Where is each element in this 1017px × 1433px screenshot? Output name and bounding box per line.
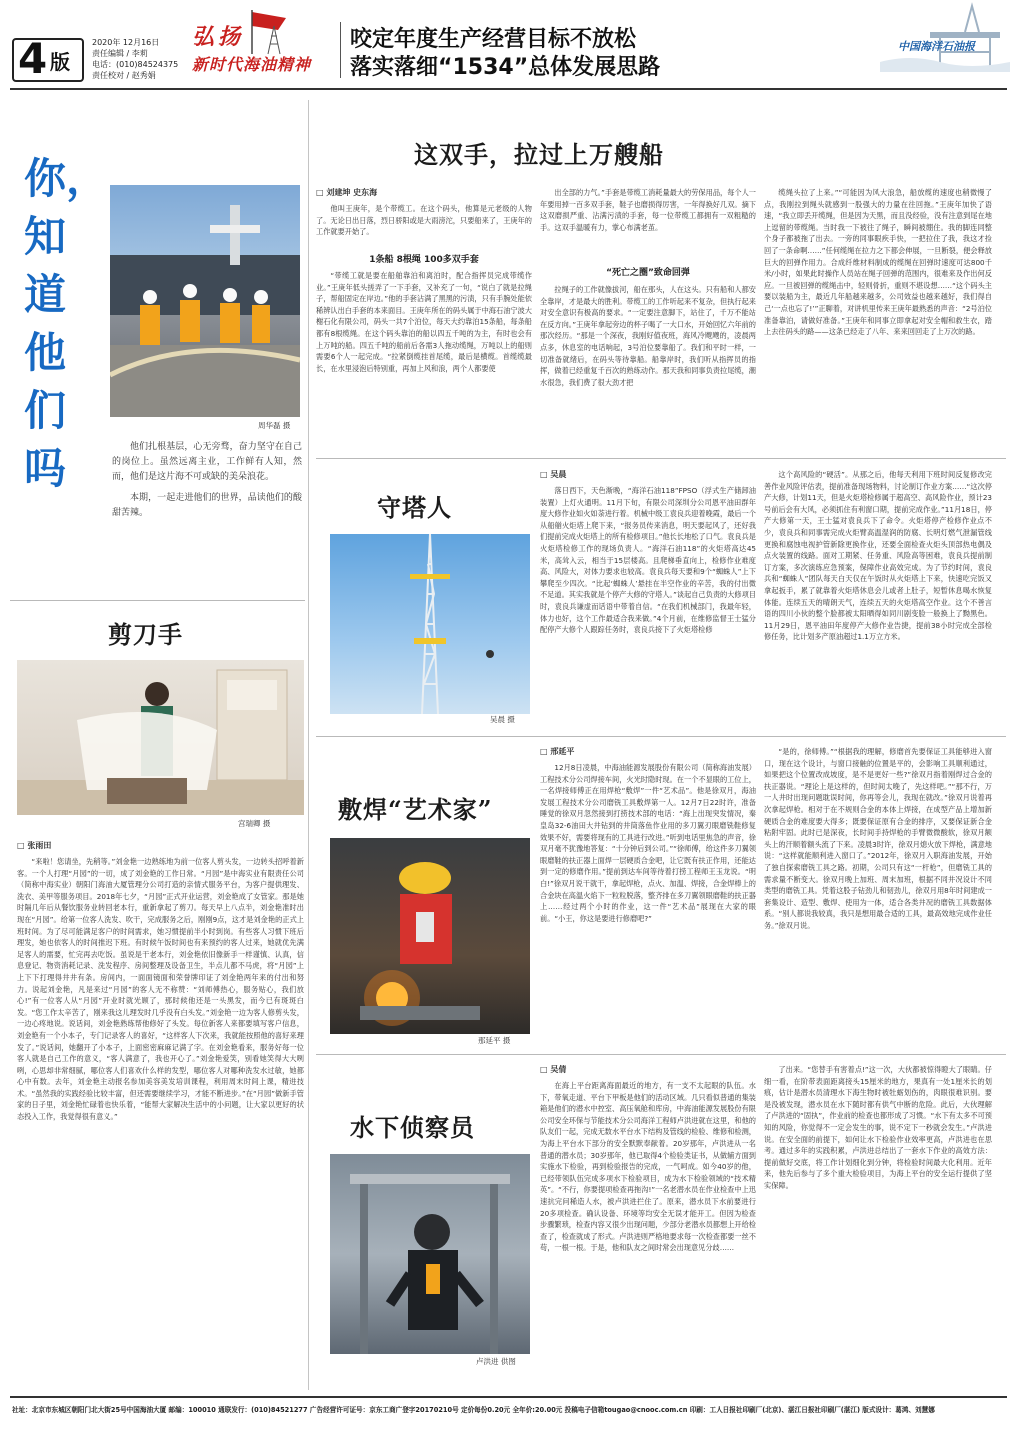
diver-col1: 在海上平台距离海面最近的地方，有一支不太起眼的队伍。水下，带氧走道、平台下甲板是他们的活动区域。几只看似普通的集装箱是他们的潜水中控室、高压氧舱和库房，中海油能源发展股份有限公司安全环保与节能技术分公司海洋工程师卢洪进就在这里，和他的队友们一起，完成无数水平台水下结构及管线的检验、维修和检测，为海上平台水下部分的安全默默奉献着。20岁那年，卢洪进从一名普通的潜水员；30岁那年，他已取得4个检验类证书，从做辅方面到实施水下检验，再到检验报告的完成，一气呵成。如今40岁的他，已经带领队伍完成多项水下检验项目，成为水下检验领域的“技术精英”。“不行，你要提项检查再拖沟!”一名老潜水员在作业检查中上迅速抗完问稀造人水，被卢洪进拦住了。原来，潜水员下水前要进行20多项检查。确认设备、环境等均安全无误才能开工。但因为检查步骤繁琐，检查内容又很少出现问题，少部分老潜水员都想上开给检查了，检查就成了形式。卢洪进则严格地要求每一次检查都要一丝不苟，一根一根。于是，他和队友之间时常会出现意见分歧……	[540, 1081, 756, 1253]
weld-col2: “是的，徐师傅。”“根据我的理解，修磨首先要保证工具能够进入窗口，现在这个设计，与窗口接触的位置是平的，会影响工具顺利通过，如果把这个位置改成坡度，是不是更好一些?”徐双月指着刚焊过合金的扶正器说。“理论上是这样的，但时间太晚了，先这样吧。”“那不行，万一人井时出现问题耽误时间，你再等会儿，我现在就改。”徐双月说着再次拿起焊枪。相对于在不规则合金的本体上焊接，在成型产品上增加新硬质合金的难度要大得多；既要保证原有合金的排序，又要保证新合金粘附牢固。此时已是深夜，长时间手持焊枪的手臂微微酸软，徐双月额头上的汗顺着额头流了下来。凌晨3时许，徐双月熄火放下焊枪，满意地说：“这样就能顺利进入窗口了。”2012年，徐双月入职海油发展，开始了独自探索磨铣工具之路。初期，公司只有这“一杆枪”，但磨铣工具的需求量不断变大。徐双月晚上加班、周末加班，根据不同井况设计不同类型的磨铣工具。凭着这股子钻劲儿和韧劲儿，徐双月用8年时间建成一套集设计、造型、敷焊、使用为一体，适合各类井况的磨铣工具数据体系。“别人都说我较真，我只是想用最合适的工具，最高效地完成作业任务。”徐双月说。	[764, 747, 992, 930]
barber-photo-credit: 宫瑞卿 摄	[238, 819, 271, 828]
page-unit: 版	[50, 50, 70, 74]
diver-story-title: 水下侦察员	[350, 1113, 475, 1142]
divider-left	[10, 600, 305, 601]
masthead-logo: 中国海洋石油报	[898, 40, 975, 53]
divider-ship	[316, 458, 1006, 459]
barber-photo	[17, 660, 304, 815]
divider-tower	[316, 736, 1006, 737]
tower-col1: 落日西下，天色渐晚，“海洋石油118”FPSO（浮式生产储卸油装置）上灯火通明。11月下旬，有限公司深圳分公司恩平油田群年度大修作业如火如荼进行着。机械中级工袁良兵迎着晚霞，最后一个从船艏火炬塔上爬下来，“报务员传来消息，明天要起风了，还好我们提前完成火炬塔上的所有检修项目。”他长长地松了口气。袁良兵是火炬塔检修工作的现场负责人。“海洋石油118”的火炬塔高达45米，高耸入云，相当于15层楼高。且爬梯垂直向上，检修作业难度高、风险大，对体力要求也较高。袁良兵每天要和9个“蜘蛛人”上下攀爬至少四次。“比起‘蜘蛛人’悬挂在半空作业的辛苦，我的付出微不足道。其实我就是个停产大修的守塔人。”谈起自己负责的大修项目时，袁良兵谦虚而话语中带着自信。“在我们机械部门，我最年轻，体力也好，这个工作最适合我来做。”4个月前，在维修监督王士猛分配停产大修个人跟踪任务时，袁良兵接下了火炬塔检修	[540, 486, 756, 635]
issue-date: 2020年 12月16日	[92, 38, 160, 47]
flare-tower-photo	[330, 534, 530, 714]
scissors-body: “来啦！您请坐，先稍等。”刘金艳一边熟练地为前一位客人剪头发，一边转头招呼着新客。一个人打理“月园”的一切，成了刘金艳的工作日常。“月园”是中海实业有限责任公司（简称中海实业）朝阳门海油大厦管理分公司打造的亲情式服务平台，为客户提供理发、洗衣、美甲等服务项目。2018年七夕，“月园”正式开业运营，刘金艳成了女管家。那是她时隔几年后从餐饮服务业转回老本行，重新拿起了剪刀。每天早上八点半，刘金艳准时出现在“月园”。给第一位客人洗发、吹干，完成服务之后，刚刚9点，这才是刘金艳的正式上班时间。为了尽可能满足客户的时间需求，她习惯提前半小时到岗。有些客人习惯下班后理发，她也依客人的时间推迟下班。有时候午饭时间也有来预约的客人过来，她就优先满足客人的需要，忙完再去吃饭。虽说是干老本行，刘金艳依旧像新手一样谨慎、认真，信息登记、物资消耗记录、洗发程序、房间整理及设备卫生，半点儿都不马虎，将“月园”上上下下打理得井井有条。房间内，一面面镜面和荣誉牌印证了刘金艳两年来的付出和努力。说起刘金艳，凡是来过“月园”的客人无不称赞：“刘师傅热心，服务贴心，我们放心!”有一位客人从“月园”开业时就光顾了，那时候他还是一头黑发，而今已有斑斑白发。“您工作太辛苦了，刚来我这儿理发时几乎没有白头发。”刘金艳一边为客人修剪头发，一边心疼地说。说话间，刘金艳熟练帮他修好了头发。每位新客人来都要填写客户信息，刘金艳有一个小本子，专门记录客人的喜好，“这样客人下次来，我就能按照他的喜好来理发了。”说话间，她翻开了小本子，上面密密麻麻记满了字。在刘金艳看来，服务好每一位客人就是自己工作的意义，“客人满意了，我也开心了。”刘金艳爱笑，别看她笑得大大咧咧，心思却非常细腻，哪位客人们喜欢什么样的发型，哪位客人对哪种洗发水过敏，她都心中有数。去年，刘金艳主动报名参加美容美发培训课程，利用周末时间上课，精进技术。“虽然我的实践经验比较丰富，但还需要继续学习，才能不断进步。”在“月园”做新手管家的日子里，刘金艳忙碌着也快乐着，“能帮大家解决生活中的小问题，让大家以更好的状态投入工作，我觉得很有意义。”	[17, 857, 304, 1122]
slogan-line1: 弘扬	[192, 24, 245, 50]
tower-byline: □ 吴晨	[540, 470, 567, 479]
divider-weld	[316, 1054, 1006, 1055]
ship-subheading-1: 1条船 8根绳 100多双手套	[369, 255, 479, 265]
slogan-line2: 新时代海油精神	[192, 55, 312, 74]
weld-story-title: 敷焊“艺术家”	[338, 795, 493, 824]
ship-col2-top: 出全部的力气。”手套是带缆工消耗量最大的劳保用品，每个人一年要用掉一百多双手套，鞋子也磨损得厉害，一年得换好几双。摘下这双磨损严重、沾满污渍的手套，每一位带缆工都拥有一双粗糙的手。这双手温暖有力，掌心布满老茧。	[540, 188, 756, 232]
offshore-platform-icon	[880, 2, 1010, 72]
ship-byline: □ 刘建坤 史东海	[316, 188, 378, 197]
masthead	[0, 0, 1017, 92]
weld-byline: □ 邢延平	[540, 747, 575, 756]
ship-crew-photo	[110, 185, 300, 417]
ship-story-title: 这双手，拉过上万艘船	[414, 140, 664, 169]
feature-intro	[112, 440, 302, 521]
masthead-headline-1: 咬定年度生产经营目标不放松	[350, 27, 637, 52]
proofreader: 责任校对 / 赵秀娟	[92, 71, 156, 80]
scissors-story-title: 剪刀手	[108, 620, 183, 649]
diver-col2: 了出来。“您替手有害着点!”这一次，大伙都被惊得瞪大了眼睛。仔细一看，在阶带表面距离接头15厘米的地方，果真有一处1厘米长的划痕，估计是潜水员清理水下海生物时被牡蛎划伤的，肉眼很难识别。要是没被发现，潜水员在水下随时都有供气中断的危险。此后，大伙理解了卢洪进的“固执”，作业前的检查也都形成了习惯。“水下有太多不可预知的风险，你觉得不一定会发生的事，说不定下一秒就会发生。”卢洪进说。在安全面的前提下，如何让水下检验作业效率更高，卢洪进也在思考。通过多年的实践积累，卢洪进总结出了一套水下作业的高效方法：提前做好交底，将工作计划细化到分钟，将检验时间最大化利用。近年来，他先后参与了多个重大检验项目，为海上平台的安全运行提供了坚实保障。	[764, 1065, 992, 1190]
ship-col1-top: 他叫王庚年，是个带缆工。在这个码头，他算是元老级的人物了。无论日出日落，烈日骄阳或是大雨滂沱，只要船来了，王庚年的工作就要开始了。	[316, 204, 532, 237]
tower-photo-credit: 吴晨 摄	[490, 715, 515, 724]
ship-col3: 缆绳头拉了上来。”“可能因为风大浪急，船放缆的速度也稍微慢了点，我刚拉到绳头就感到一股强大的力量在往回拖。”王庚年加快了语速，“我立即丢开缆绳，但是因为天黑，而且没经验，没有注意到尾在地上逗留的带缆绳。当时我一下被往了绳子，瞬间被绷住。我的脚连同整个身子都被拖了出去。一旁的同事眼疾手快，一把拉住了我，我这才捡回了一条命啊……”任何缆绳在拉力之下都会伸展，一旦断裂，便会释放巨大的回弹作用力。合成纤维材料制成的缆绳在回弹时速度可达800千米/小时，如果此时操作人员站在绳子回弹的范围内，很难来及作出何反应。一旦被回弹的缆绳击中，轻则骨折，重则不堪设想……“这个码头主要以装船为主，最近几年船越来越多，公司效益也越来越好，我们得自己‘一点也忘了!’”正聊着，对讲机里传来王庚年最熟悉的声音：“2号泊位准备靠泊，请做好准备。”王庚年和同事立即拿起对安全帽和救生衣，踏上去往码头的路——这条已经走了八年、来来回回走了上万次的路。	[764, 188, 992, 337]
masthead-rule	[10, 88, 1007, 90]
feature-title: 你，知道他们吗	[24, 154, 109, 493]
weld-col1: 12月8日凌晨，中海油能源发展股份有限公司（简称海油发展）工程技术分公司焊接车间，火光时隐时现。在一个不显眼的工位上，一名焊接师傅正在用焊枪“敷焊”一件“艺术品”。他是徐双月，海油发展工程技术分公司磨铣工具敷焊第一人。12月7日22时许，准备睡觉的徐双月忽然接到打捞技术部的电话：“海上出现突发情况，秦皇岛32-6油田大井钻到的井筒落鱼作业用的多刀翼刃眼磨铣鞋修复效果不好，需要将现有的工具进行改进。”听到电话里焦急的声音，徐双月毫不犹豫地答复：“十分钟后到公司。”“徐师傅，给这件多刀翼领眼磨鞋的扶正器上面焊一层硬质合金吧，让它既有扶正作用，还能达到一定的修磨作用。”提前到达车间等待着打捞工程师王玉龙说。“明白!”徐双月说干就干，拿起焊枪，点火、加温、焊接，合金焊棒上的合金块在高温火焰下一粒粒脱落，整齐排在多刀翼领眼磨鞋的扶正器上……经过两个小时的作业，这一件“艺术品”展现在大家的眼前。“小王，你这是要进行修磨吧?”	[540, 763, 756, 923]
ship-subheading-2: “死亡之圈”致命回弹	[606, 268, 690, 278]
weld-photo-credit: 那延平 摄	[478, 1036, 511, 1045]
diver-byline: □ 吴倩	[540, 1065, 567, 1074]
masthead-headline-2: 落实落细“1534”总体发展思路	[350, 55, 661, 80]
oil-rig-flag-icon	[238, 6, 298, 56]
column-rule	[308, 100, 309, 1390]
editor: 责任编辑 / 李莉	[92, 49, 148, 58]
ship-col1-body: “带缆工就是要在船舶靠泊和离泊时，配合指挥员完成带缆作业。”王庚年低头搓弄了一下手套，又补充了一句，“说白了就是拉绳子，帮船固定在岸边。”他的手套沾满了黑黑的污渍，只有手腕处能依稀辨认出白手套的本来面目。王庚年所在的码头属于中海石油宁波大榭石化有限公司，码头一共7个泊位，每天大约靠泊15条船，每条船都有8根缆绳。在这个码头靠泊的船以四五千吨的为主，有时也会有上万吨的船。四五千吨的船前后各需3人拖动缆绳，万吨以上的船则需要6个人一起完成。“拉紧倒缆挂首尾缆，最后是横缆。首缆缆最长，在水里浸泡后特别重，再加上风和浪，两个人都要使	[316, 271, 532, 373]
headline-divider	[340, 22, 341, 78]
tower-col2: 这个高风险的“硬活”。从那之后，他每天利用下班时间反复修改完善作业风险评估表，提前准备现场物料，讨论制订作业方案……“这次停产大修，计划11天，但是火炬塔检修属于超高空、高风险作业，预计23号前后会有大风，必须抓住有利窗口期，提前完成作业。”11月18日，停产大修第一天，王士猛对袁良兵下了命令。火炬塔停产检修作业点不少，袁良兵和同事需完成火炬臂高温湿润的防腐、长明灯燃气泄漏管线更换和腐蚀电视护管新除更换作业，还要全面检查火炬头顶部热电偶及点火装置的线路。面对工期紧、任务重、风险高等困难，袁良兵提前制订方案，多次演练应急预案，保障作业高效完成。为了节约时间，袁良兵和“蜘蛛人”团队每天白天仅在午饭时从火炬塔上下来，快速吃完饭又拿起扳手，累了就靠着火炬塔休息会儿或者上肚子，短暂休息喝水恢复体能。连续五天的晴朗天气，连续五天的火炬塔高空作业。这个不善言语的四川小伙的整个脸都被太阳晒得如同川剧变脸一般换上了黝黑色。11月29日，恩平油田年度停产大修作业告捷，提前38小时完成全部检修任务，比计划多产原油超过1.1万立方米。	[764, 470, 992, 642]
page-number: 4	[18, 34, 48, 83]
scissors-byline: □ 张雨田	[17, 841, 52, 850]
feature-intro-p1: 他们扎根基层，心无旁骛，奋力坚守在自己的岗位上。虽然远离主业，工作鲜有人知，然而，他们是这片海不可或缺的美朵浪花。	[112, 442, 302, 482]
footer-info: 社址：北京市东城区朝阳门北大街25号中国海油大厦 邮编：100010 通联发行：(010)84521277 广告经营许可证号：京东工商广登字20170210号 定价每份0.20元 全年价:20.00元 投稿电子信箱tougao@cnooc.com.cn 印刷：工人日报社印刷厂(北京)、湛江日报社印刷厂(湛江) 版式设计：葛鸿、刘慧娜	[12, 1406, 935, 1414]
editor-phone: 电话：(010)84524375	[92, 60, 179, 69]
ship-col2-body: 拉绳子的工作就像拔河，船在那头，人在这头。只有船和人都安全靠岸，才是最大的胜利。带缆工的工作听起来不复杂，但执行起来对安全意识有极高的要求。“一定要注意脚下，站住了，千万不能站在反方向。”王庚年拿起旁边的杯子喝了一大口水，开始回忆六年前的那次经历。“那是一个深夜，我刚好值夜班，海风冷飕飕的，凌晨两点多，休息室的电话响起，3号泊位要靠船了。我们和平时一样，一切准备就绪后，在码头等待靠船。船靠岸时，我们听从指挥员的指挥，做着已经重复千百次的熟练动作。那天我和同事负责拉尾缆，潮水很急，我们费了很大劲才把	[540, 285, 756, 387]
diver-photo	[330, 1154, 530, 1354]
tower-story-title: 守塔人	[377, 493, 452, 522]
footer-rule	[10, 1396, 1007, 1398]
welder-photo	[330, 838, 530, 1034]
feature-intro-p2: 本期，一起走进他们的世界，品读他们的酸甜苦辣。	[112, 493, 302, 518]
diver-photo-credit: 卢洪进 供图	[476, 1357, 516, 1366]
ship-photo-credit: 周华磊 摄	[258, 421, 291, 430]
